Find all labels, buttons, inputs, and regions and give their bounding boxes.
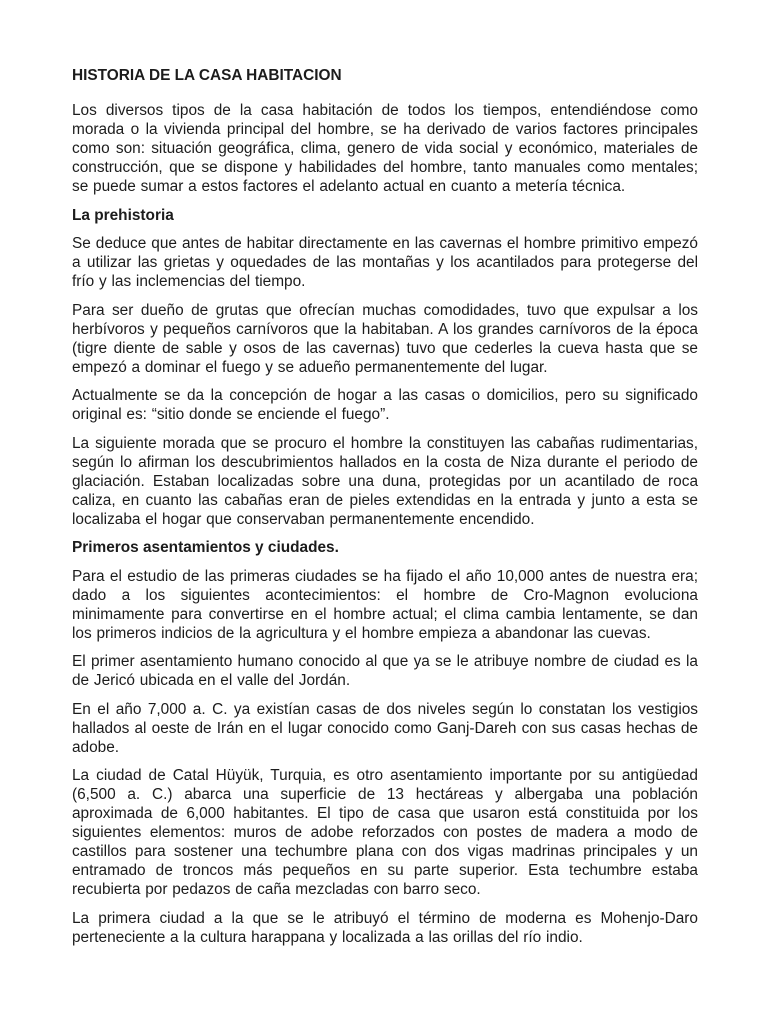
paragraph-primeras-ciudades: Para el estudio de las primeras ciudades se ha fijado el año 10,000 antes de nuestra era; dado a los siguientes acontecimientos: el hombre de Cro-Magnon evoluciona minimamente para convertirse en el hombre actual; el clima cambia lentamente, se dan los primeros indicios de la agricultura y el hombre empieza a abandonar las cuevas.	[72, 567, 698, 642]
paragraph-cabanas-rudimentarias: La siguiente morada que se procuro el hombre la constituyen las cabañas rudimentarias, según lo afirman los descubrimientos hallados en la costa de Niza durante el periodo de glaciación. Estaban localizadas sobre una duna, protegidas por un acantilado de roca caliza, en cuanto las cabañas eran de pieles extendidas en la entrada y junto a esta se localizaba el hogar que conservaban permanentemente encendido.	[72, 434, 698, 528]
heading-primeros-asentamientos: Primeros asentamientos y ciudades.	[72, 539, 339, 556]
paragraph-mohenjo-daro: La primera ciudad a la que se le atribuyó el término de moderna es Mohenjo-Daro perteneciente a la cultura harappana y localizada a las orillas del río indio.	[72, 909, 698, 946]
paragraph-catal-huyuk: La ciudad de Catal Hüyük, Turquia, es otro asentamiento importante por su antigüedad (6,500 a. C.) abarca una superficie de 13 hectáreas y albergaba una población aproximada de 6,000 habitantes. El tipo de casa que usaron está constituida por los siguientes elementos: muros de adobe reforzados con postes de madera a modo de castillos para sostener una techumbre plana con dos vigas madrinas principales y un entramado de troncos más pequeños en su parte superior. Esta techumbre estaba recubierta por pedazos de caña mezcladas con barro seco.	[72, 767, 698, 898]
document-title: HISTORIA DE LA CASA HABITACION	[72, 67, 342, 84]
paragraph-ganj-dareh: En el año 7,000 a. C. ya existían casas de dos niveles según lo constatan los vestigios hallados al oeste de Irán en el lugar conocido como Ganj-Dareh con sus casas hechas de adobe.	[72, 700, 698, 756]
paragraph-concepcion-hogar: Actualmente se da la concepción de hogar a las casas o domicilios, pero su significado original es: “sitio donde se enciende el fuego”.	[72, 387, 698, 423]
paragraph-cavernas: Se deduce que antes de habitar directamente en las cavernas el hombre primitivo empezó a utilizar las grietas y oquedades de las montañas y los acantilados para protegerse del frío y las inclemencias del tiempo.	[72, 235, 698, 290]
heading-la-prehistoria: La prehistoria	[72, 206, 174, 224]
paragraph-jerico: El primer asentamiento humano conocido al que ya se le atribuye nombre de ciudad es la de Jericó ubicada en el valle del Jordán.	[72, 653, 698, 689]
paragraph-intro-factores: Los diversos tipos de la casa habitación de todos los tiempos, entendiéndose como morada o la vivienda principal del hombre, se ha derivado de varios factores principales como son: situación geográfica, clima, genero de vida social y económico, materiales de construcción, que se dispone y habilidades del hombre, tanto manuales como mentales; se puede sumar a estos factores el adelanto actual en cuanto a metería técnica.	[72, 102, 698, 195]
paragraph-grutas: Para ser dueño de grutas que ofrecían muchas comodidades, tuvo que expulsar a los herbívoros y pequeños carnívoros que la habitaban. A los grandes carnívoros de la época (tigre diente de sable y osos de las cavernas) tuvo que cederles la cueva hasta que se empezó a dominar el fuego y se adueño permanentemente del lugar.	[72, 301, 698, 376]
